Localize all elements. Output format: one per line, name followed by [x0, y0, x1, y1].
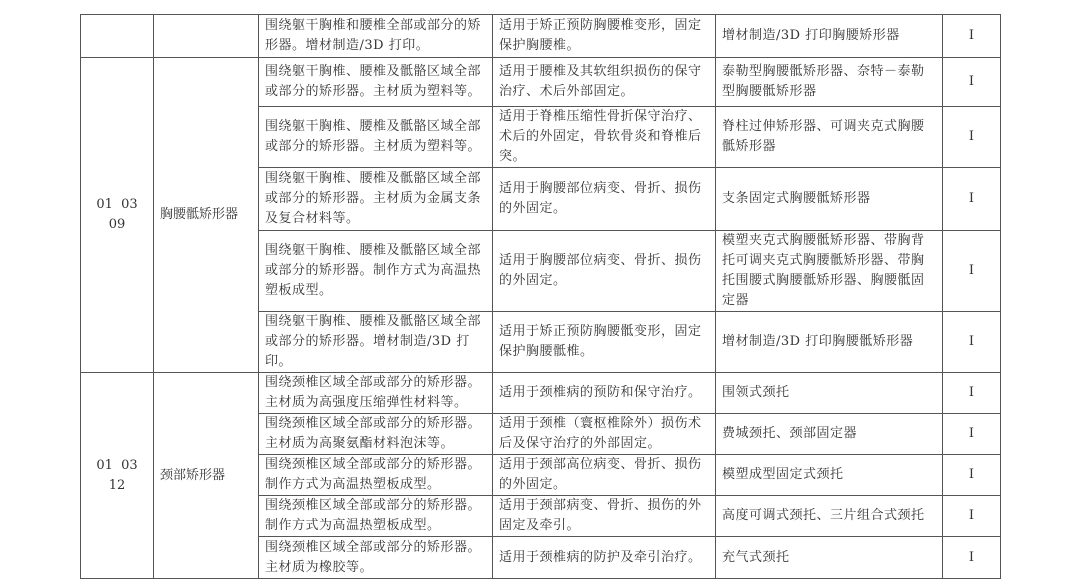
product-examples: 泰勒型胸腰骶矫形器、奈特－泰勒型胸腰骶矫形器 [716, 58, 943, 107]
product-description: 围绕躯干胸椎、腰椎及骶骼区域全部或部分的矫形器。主材质为塑料等。 [259, 58, 493, 107]
management-class: Ⅰ [943, 107, 1001, 168]
product-examples: 充气式颈托 [716, 537, 943, 579]
management-class: Ⅰ [943, 414, 1001, 455]
product-description: 围绕躯干胸椎、腰椎及骶骼区域全部或部分的矫形器。增材制造/3D 打印。 [259, 312, 493, 373]
intended-use: 适用于胸腰部位病变、骨折、损伤的外固定。 [493, 231, 716, 312]
product-description: 围绕颈椎区域全部或部分的矫形器。制作方式为高温热塑板成型。 [259, 496, 493, 537]
product-description: 围绕颈椎区域全部或部分的矫形器。主材质为高聚氨酯材料泡沫等。 [259, 414, 493, 455]
category-name: 颈部矫形器 [154, 373, 259, 579]
category-name: 胸腰骶矫形器 [154, 58, 259, 373]
product-examples: 模塑夹克式胸腰骶矫形器、带胸背托可调夹克式胸腰骶矫形器、带胸托围腰式胸腰骶矫形器、胸腰骶固定器 [716, 231, 943, 312]
intended-use: 适用于颈椎（寰枢椎除外）损伤术后及保守治疗的外部固定。 [493, 414, 716, 455]
product-description: 围绕颈椎区域全部或部分的矫形器。制作方式为高温热塑板成型。 [259, 455, 493, 496]
intended-use: 适用于矫正预防胸腰椎变形，固定保护胸腰椎。 [493, 15, 716, 58]
category-name [154, 15, 259, 58]
management-class: Ⅰ [943, 15, 1001, 58]
management-class: Ⅰ [943, 455, 1001, 496]
management-class: Ⅰ [943, 496, 1001, 537]
management-class: Ⅰ [943, 58, 1001, 107]
intended-use: 适用于脊椎压缩性骨折保守治疗、术后的外固定，骨软骨炎和脊椎后突。 [493, 107, 716, 168]
product-examples: 高度可调式颈托、三片组合式颈托 [716, 496, 943, 537]
product-description: 围绕颈椎区域全部或部分的矫形器。主材质为高强度压缩弹性材料等。 [259, 373, 493, 414]
table-row [81, 58, 1001, 107]
product-examples: 费城颈托、颈部固定器 [716, 414, 943, 455]
intended-use: 适用于颈椎病的预防和保守治疗。 [493, 373, 716, 414]
product-description: 围绕躯干胸椎、腰椎及骶骼区域全部或部分的矫形器。主材质为金属支条及复合材料等。 [259, 168, 493, 231]
management-class: Ⅰ [943, 312, 1001, 373]
intended-use: 适用于颈部高位病变、骨折、损伤的外固定。 [493, 455, 716, 496]
product-examples: 增材制造/3D 打印胸腰矫形器 [716, 15, 943, 58]
category-code: 01 03 09 [81, 58, 154, 373]
table-row [81, 15, 1001, 58]
category-code: 01 03 12 [81, 373, 154, 579]
product-examples: 支条固定式胸腰骶矫形器 [716, 168, 943, 231]
product-examples: 围领式颈托 [716, 373, 943, 414]
product-description: 围绕颈椎区域全部或部分的矫形器。主材质为橡胶等。 [259, 537, 493, 579]
product-examples: 模塑成型固定式颈托 [716, 455, 943, 496]
device-classification-table [80, 14, 1001, 579]
product-description: 围绕躯干胸椎和腰椎全部或部分的矫形器。增材制造/3D 打印。 [259, 15, 493, 58]
product-description: 围绕躯干胸椎、腰椎及骶骼区域全部或部分的矫形器。主材质为塑料等。 [259, 107, 493, 168]
intended-use: 适用于矫正预防胸腰骶变形，固定保护胸腰骶椎。 [493, 312, 716, 373]
management-class: Ⅰ [943, 537, 1001, 579]
management-class: Ⅰ [943, 231, 1001, 312]
table-row [81, 373, 1001, 414]
product-examples: 增材制造/3D 打印胸腰骶矫形器 [716, 312, 943, 373]
intended-use: 适用于腰椎及其软组织损伤的保守治疗、术后外部固定。 [493, 58, 716, 107]
intended-use: 适用于胸腰部位病变、骨折、损伤的外固定。 [493, 168, 716, 231]
product-examples: 脊柱过伸矫形器、可调夹克式胸腰骶矫形器 [716, 107, 943, 168]
category-code [81, 15, 154, 58]
intended-use: 适用于颈部病变、骨折、损伤的外固定及牵引。 [493, 496, 716, 537]
management-class: Ⅰ [943, 373, 1001, 414]
intended-use: 适用于颈椎病的防护及牵引治疗。 [493, 537, 716, 579]
product-description: 围绕躯干胸椎、腰椎及骶骼区域全部或部分的矫形器。制作方式为高温热塑板成型。 [259, 231, 493, 312]
management-class: Ⅰ [943, 168, 1001, 231]
